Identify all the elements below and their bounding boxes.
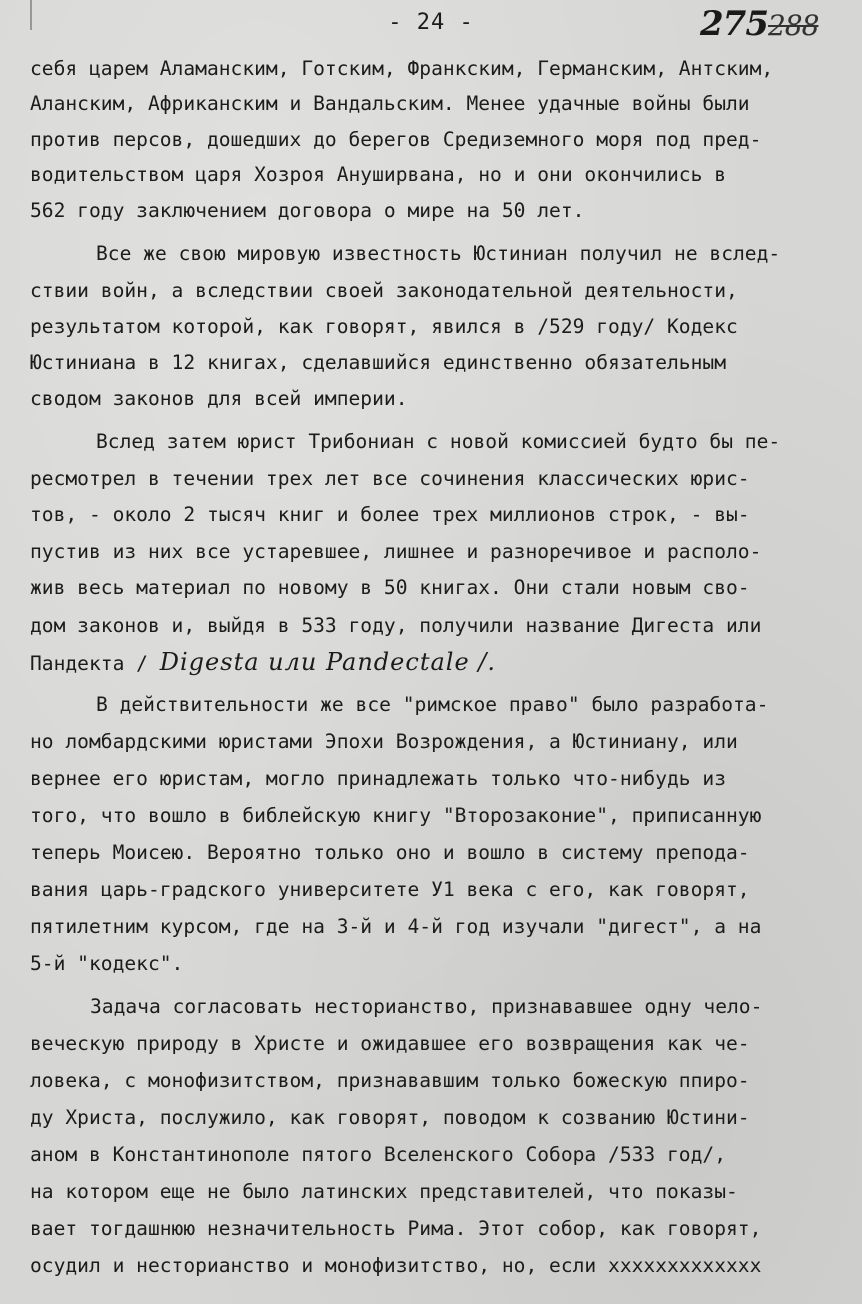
text-line: дом законов и, выйдя в 533 году, получили название Дигеста или — [30, 614, 762, 637]
text-line: В действительности же все "римское право" было разработа- — [96, 693, 769, 716]
text-line — [30, 650, 860, 676]
archive-number-struck: 288 — [767, 9, 819, 42]
text-line: теперь Моисею. Вероятно только оно и вошло в систему препода- — [30, 841, 750, 864]
text-line: Все же свою мировую известность Юстиниан получил не вслед- — [96, 242, 781, 265]
text-line: веческую природу в Христе и ожидавшее его возвращения как че- — [30, 1032, 750, 1055]
text-line: ловека, с монофизитством, признававшим только божескую ппиро- — [30, 1069, 750, 1092]
text-line: ду Христа, послужило, как говорят, поводом к созванию Юстини- — [30, 1106, 750, 1129]
text-line: пустив из них все устаревшее, лишнее и разноречивое и располо- — [30, 540, 762, 563]
text-line: 5-й "кодекс". — [30, 952, 184, 975]
handwritten-insert: Digesta или Pandectale /. — [159, 650, 496, 676]
archive-number-current: 275 — [700, 4, 768, 44]
text-line: ресмотрел в течении трех лет все сочинения классических юрис- — [30, 467, 750, 490]
text-line: жив весь материал по новому в 50 книгах. Они стали новым сво- — [30, 576, 750, 599]
text-line: Задача согласовать несторианство, признававшее одну чело- — [90, 995, 763, 1018]
text-line: осудил и несторианство и монофизитство, но, если ххххххххххххх — [30, 1254, 762, 1277]
text-line: 562 году заключением договора о мире на 50 лет. — [30, 199, 585, 222]
text-line: водительством царя Хозроя Ануширвана, но и они окончились в — [30, 163, 726, 186]
text-line: вернее его юристам, могло принадлежать только что-нибудь из — [30, 767, 726, 790]
text-line: ствии войн, а вследствии своей законодательной деятельности, — [30, 279, 738, 302]
text-line: на котором еще не было латинских представителей, что показы- — [30, 1180, 738, 1203]
text-line: против персов, дошедших до берегов Средиземного моря под пред- — [30, 128, 762, 151]
page-number: - 24 - — [388, 10, 474, 35]
text-line: Аланским, Африканским и Вандальским. Менее удачные войны были — [30, 92, 750, 115]
text-line: результатом которой, как говорят, явился в /529 году/ Кодекс — [30, 315, 738, 338]
text-line: аном в Константинополе пятого Вселенского Собора /533 год/, — [30, 1143, 726, 1166]
text-line: Вслед затем юрист Трибониан с новой комиссией будто бы пе- — [96, 430, 781, 453]
text-line: вания царь-градского университете У1 века с его, как говорят, — [30, 878, 750, 901]
text-line: Юстиниана в 12 книгах, сделавшийся единственно обязательным — [30, 351, 726, 374]
text-line-typed: Пандекта / — [30, 652, 148, 675]
text-line: себя царем Аламанским, Готским, Франкским, Германским, Антским, — [30, 57, 774, 80]
text-line: пятилетним курсом, где на 3-й и 4-й год изучали "дигест", а на — [30, 915, 762, 938]
text-line: но ломбардскими юристами Эпохи Возрождения, а Юстиниану, или — [30, 730, 738, 753]
text-line: того, что вошло в библейскую книгу "Второзаконие", приписанную — [30, 804, 762, 827]
text-line: тов, - около 2 тысяч книг и более трех миллионов строк, - вы- — [30, 503, 750, 526]
text-line: вает тогдашнюю незначительность Рима. Этот собор, как говорят, — [30, 1217, 762, 1240]
text-line: сводом законов для всей империи. — [30, 387, 408, 410]
